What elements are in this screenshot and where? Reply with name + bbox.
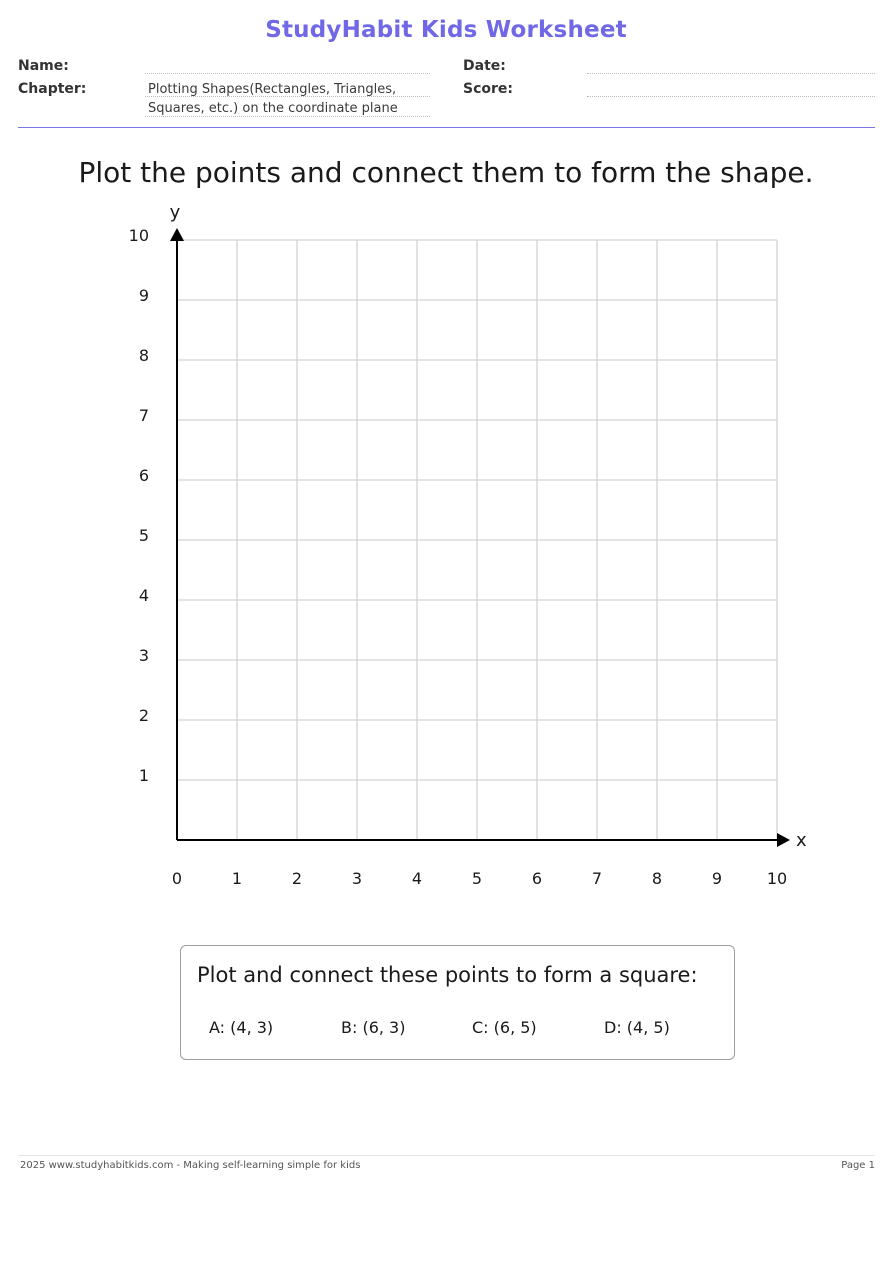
x-tick-label: 0: [171, 869, 183, 888]
worksheet-title: StudyHabit Kids Worksheet: [265, 17, 627, 43]
y-tick-label: 5: [138, 526, 149, 545]
y-tick-label: 7: [138, 406, 149, 425]
x-tick-label: 5: [471, 869, 483, 888]
x-tick-label: 10: [766, 869, 788, 888]
chapter-label: Chapter:: [18, 81, 87, 97]
x-axis-arrow-icon: [777, 833, 790, 847]
chapter-line-2: Squares, etc.) on the coordinate plane: [148, 101, 398, 116]
name-label: Name:: [18, 58, 69, 74]
y-tick-label: 8: [138, 346, 149, 365]
x-tick-label: 7: [591, 869, 603, 888]
task-box: [180, 945, 735, 1060]
x-tick-label: 8: [651, 869, 663, 888]
x-tick-label: 1: [231, 869, 243, 888]
y-axis-arrow-icon: [170, 228, 184, 241]
y-axis-label: y: [169, 202, 181, 223]
y-tick-label: 6: [138, 466, 149, 485]
y-tick-label: 9: [138, 286, 149, 305]
date-label: Date:: [463, 58, 506, 74]
y-tick-label: 1: [138, 766, 149, 785]
point-a-label: A: (4, 3): [209, 1018, 274, 1037]
y-tick-label: 10: [128, 226, 149, 245]
x-tick-label: 4: [411, 869, 423, 888]
footer-site-text: 2025 www.studyhabitkids.com - Making self-learning simple for kids: [20, 1160, 361, 1171]
x-axis-label: x: [796, 830, 807, 851]
x-tick-label: 2: [291, 869, 303, 888]
chapter-line-1: Plotting Shapes(Rectangles, Triangles,: [148, 82, 397, 97]
footer-divider: [18, 1155, 875, 1156]
instruction-text: Plot the points and connect them to form the shape.: [78, 156, 814, 189]
x-tick-label: 3: [351, 869, 363, 888]
y-tick-label: 2: [138, 706, 149, 725]
x-tick-label: 9: [711, 869, 723, 888]
point-d-label: D: (4, 5): [604, 1018, 670, 1037]
task-title: Plot and connect these points to form a square:: [197, 963, 698, 987]
x-tick-label: 6: [531, 869, 543, 888]
point-b-label: B: (6, 3): [341, 1018, 406, 1037]
y-tick-label: 3: [138, 646, 149, 665]
y-tick-label: 4: [138, 586, 149, 605]
score-label: Score:: [463, 81, 513, 97]
point-c-label: C: (6, 5): [472, 1018, 537, 1037]
page-number: Page 1: [841, 1160, 875, 1171]
